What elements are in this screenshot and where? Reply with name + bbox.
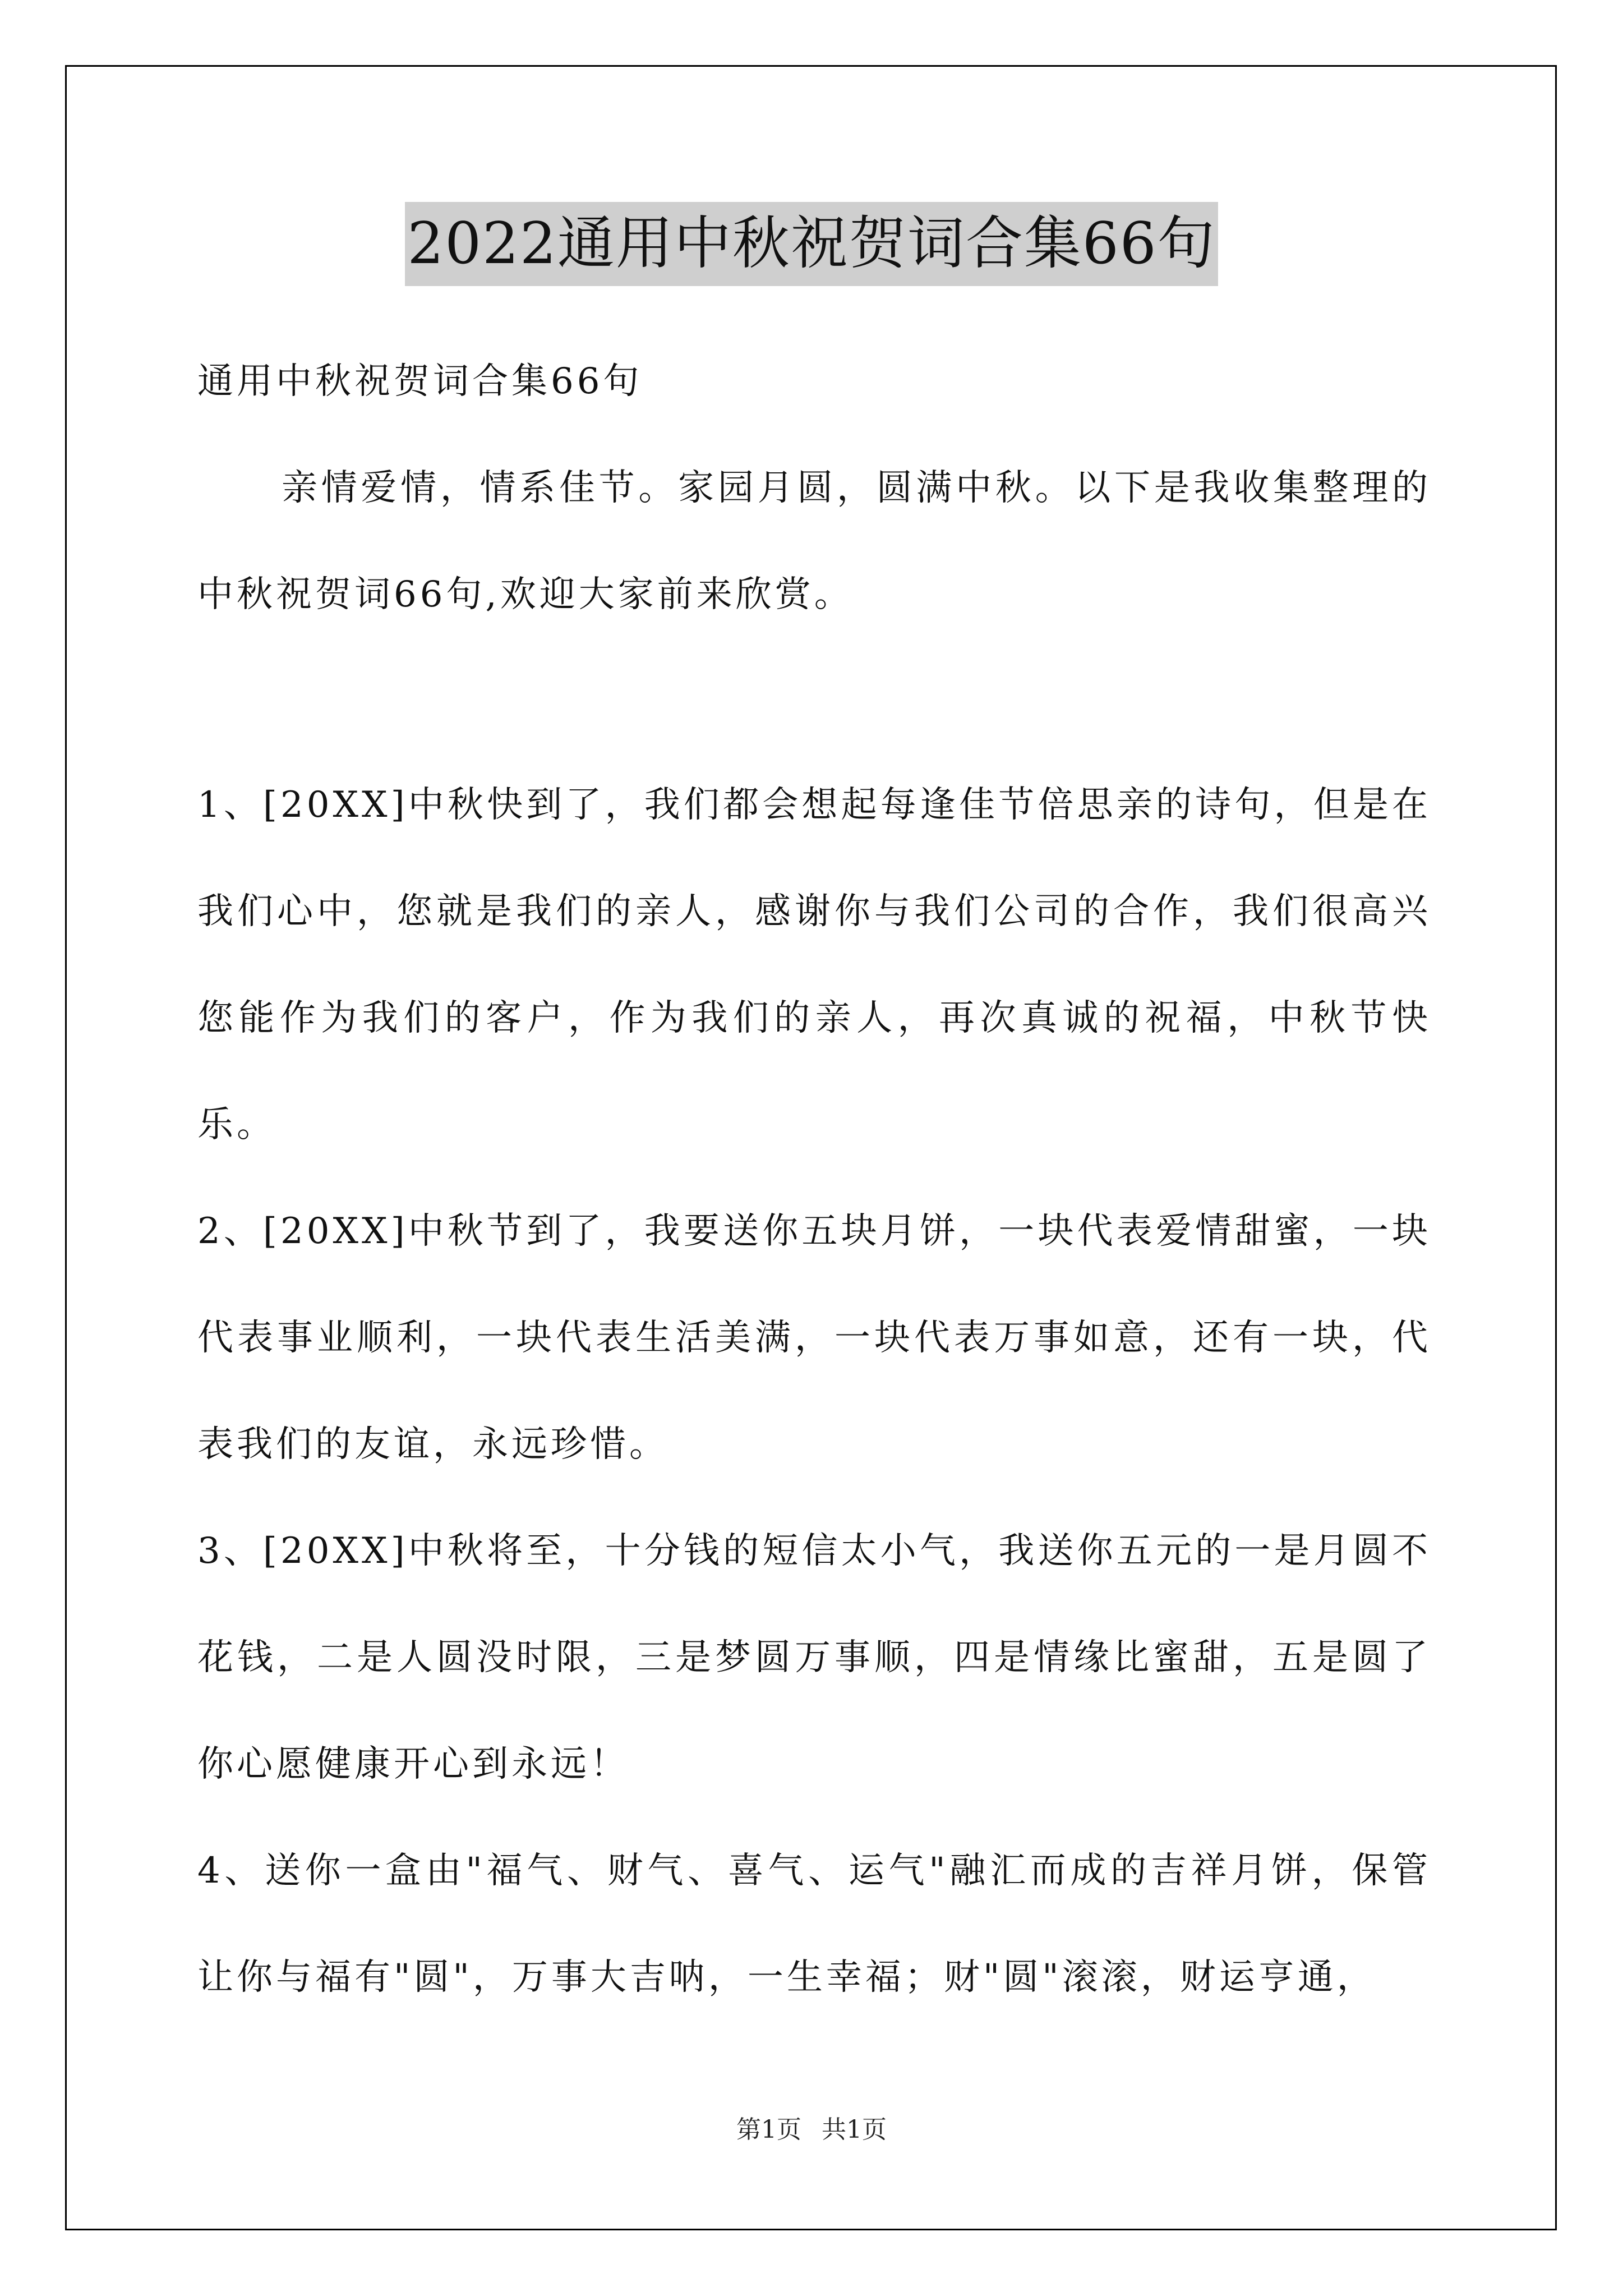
list-item: 1、[20XX]中秋快到了，我们都会想起每逢佳节倍思亲的诗句，但是在我们心中，您就是我们的亲人，感谢你与我们公司的合作，我们很高兴您能作为我们的客户，作为我们的亲人，再次真诚的祝福，中秋节快乐。 xyxy=(197,784,1431,1145)
document-title: 2022通用中秋祝贺词合集66句 xyxy=(405,202,1218,286)
intro-section xyxy=(197,435,1431,648)
list-item: 3、[20XX]中秋将至，十分钱的短信太小气，我送你五元的一是月圆不花钱，二是人圆没时限，三是梦圆万事顺，四是情缘比蜜甜，五是圆了你心愿健康开心到永远！ xyxy=(197,1530,1431,1785)
subtitle-text: 通用中秋祝贺词合集66句 xyxy=(197,361,643,402)
document-subtitle xyxy=(197,328,1431,435)
list-item: 4、送你一盒由"福气、财气、喜气、运气"融汇而成的吉祥月饼，保管让你与福有"圆"，万事大吉呐，一生幸福；财"圆"滚滚，财运亨通， xyxy=(197,1850,1431,1998)
list-item: 2、[20XX]中秋节到了，我要送你五块月饼，一块代表爱情甜蜜，一块代表事业顺利，一块代表生活美满，一块代表万事如意，还有一块，代表我们的友谊，永远珍惜。 xyxy=(197,1211,1431,1465)
page-footer xyxy=(0,2109,1623,2145)
page-total: 共1页 xyxy=(822,2115,887,2144)
title-container xyxy=(0,202,1623,286)
page-number: 第1页 xyxy=(736,2115,801,2144)
greetings-list xyxy=(197,752,1431,2031)
intro-paragraph: 亲情爱情，情系佳节。家园月圆，圆满中秋。以下是我收集整理的中秋祝贺词66句,欢迎大家前来欣赏。 xyxy=(197,467,1431,615)
